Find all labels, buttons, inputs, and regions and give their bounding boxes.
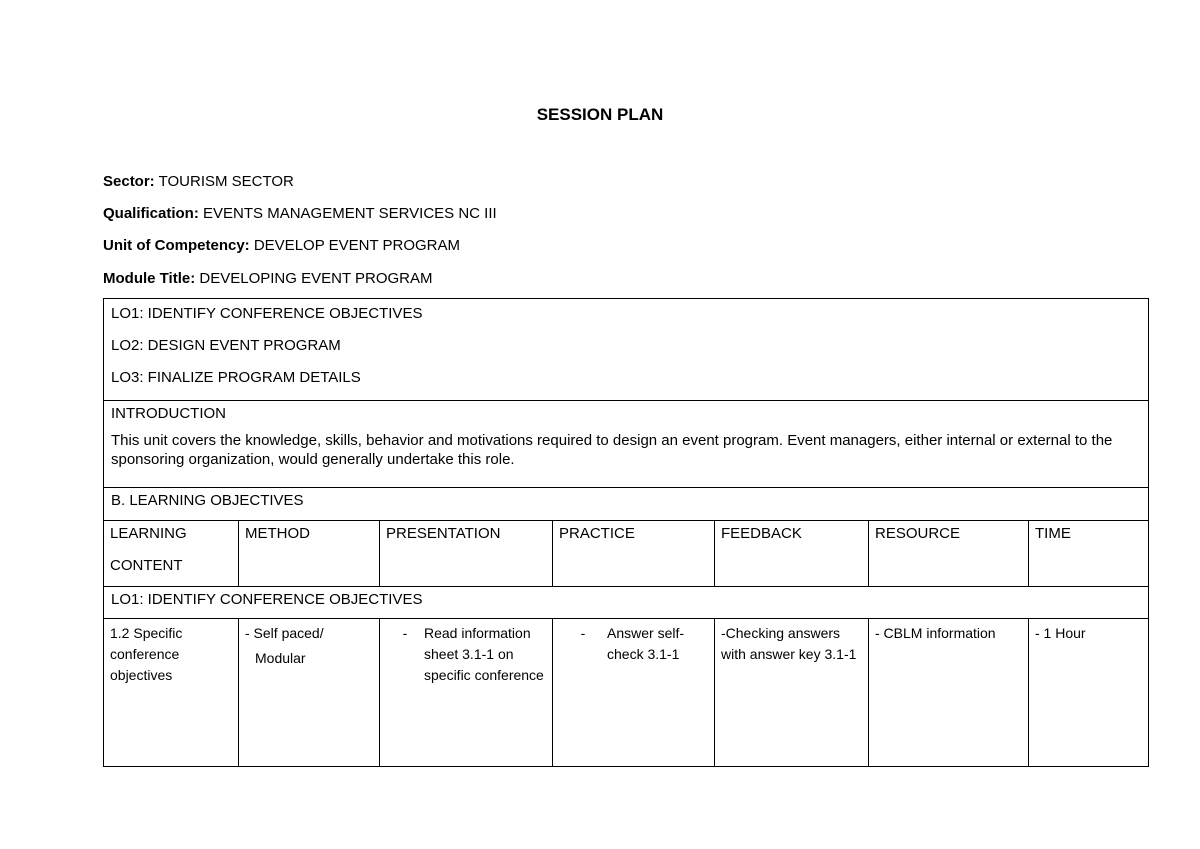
- sector-label: Sector:: [103, 173, 155, 190]
- module-title-line: [103, 270, 433, 287]
- cell-time: - 1 Hour: [1035, 625, 1086, 641]
- header-presentation: PRESENTATION: [380, 521, 553, 586]
- qualification-value: EVENTS MANAGEMENT SERVICES NC III: [203, 205, 497, 222]
- unit-of-competency-label: Unit of Competency:: [103, 237, 250, 254]
- unit-of-competency-value: DEVELOP EVENT PROGRAM: [253, 237, 461, 254]
- cell-practice-text: Answer self-check 3.1-1: [607, 625, 685, 662]
- header-feedback: FEEDBACK: [715, 521, 869, 586]
- cell-method-line2: Modular: [255, 650, 306, 666]
- cell-practice-item: [559, 623, 708, 665]
- qualification-label: Qualification:: [103, 205, 199, 222]
- module-title-label: Module Title:: [103, 270, 196, 287]
- sector-line: [103, 173, 294, 190]
- header-time: TIME: [1035, 525, 1071, 542]
- learning-outcomes-block: [104, 299, 1148, 401]
- cell-presentation-text: Read information sheet 3.1-1 on specific conference: [424, 625, 544, 683]
- cell-presentation: [380, 619, 553, 766]
- cell-resource: - CBLM information: [869, 619, 1029, 766]
- header-learning-content: [104, 521, 239, 586]
- learning-outcome-1: LO1: IDENTIFY CONFERENCE OBJECTIVES: [111, 305, 423, 322]
- header-resource: RESOURCE: [869, 521, 1029, 586]
- header-method: METHOD: [239, 521, 380, 586]
- learning-objectives-heading: B. LEARNING OBJECTIVES: [104, 488, 1148, 521]
- table-row: [104, 619, 1148, 767]
- header-learning-content-line1: LEARNING: [110, 525, 187, 542]
- session-plan-table: [103, 298, 1149, 767]
- cell-presentation-dash: -: [402, 625, 408, 641]
- cell-practice-dash: -: [580, 625, 586, 641]
- sector-value: TOURISM SECTOR: [158, 173, 294, 190]
- cell-feedback: -Checking answers with answer key 3.1-1: [715, 619, 869, 766]
- qualification-line: [103, 205, 497, 222]
- header-practice: PRACTICE: [553, 521, 715, 586]
- cell-method-line1: - Self paced/: [245, 625, 324, 641]
- unit-of-competency-line: [103, 237, 460, 254]
- module-title-value: DEVELOPING EVENT PROGRAM: [199, 270, 433, 287]
- cell-practice: [553, 619, 715, 766]
- cell-learning-content: 1.2 Specific conference objectives: [104, 619, 239, 766]
- introduction-heading: INTRODUCTION: [111, 405, 226, 422]
- learning-outcome-3: LO3: FINALIZE PROGRAM DETAILS: [111, 369, 361, 386]
- column-header-row: [104, 521, 1148, 587]
- cell-method: [239, 619, 380, 766]
- section-lo1-heading: LO1: IDENTIFY CONFERENCE OBJECTIVES: [104, 587, 1148, 619]
- header-learning-content-line2: CONTENT: [110, 557, 183, 574]
- introduction-block: [104, 401, 1148, 488]
- learning-outcome-2: LO2: DESIGN EVENT PROGRAM: [111, 337, 341, 354]
- page-title: SESSION PLAN: [536, 105, 664, 124]
- cell-presentation-item: [386, 623, 546, 686]
- introduction-text: This unit covers the knowledge, skills, behavior and motivations required to design an event program. Event managers, either internal or external to the sponsoring organization, would generally undertake this role.: [111, 432, 1113, 468]
